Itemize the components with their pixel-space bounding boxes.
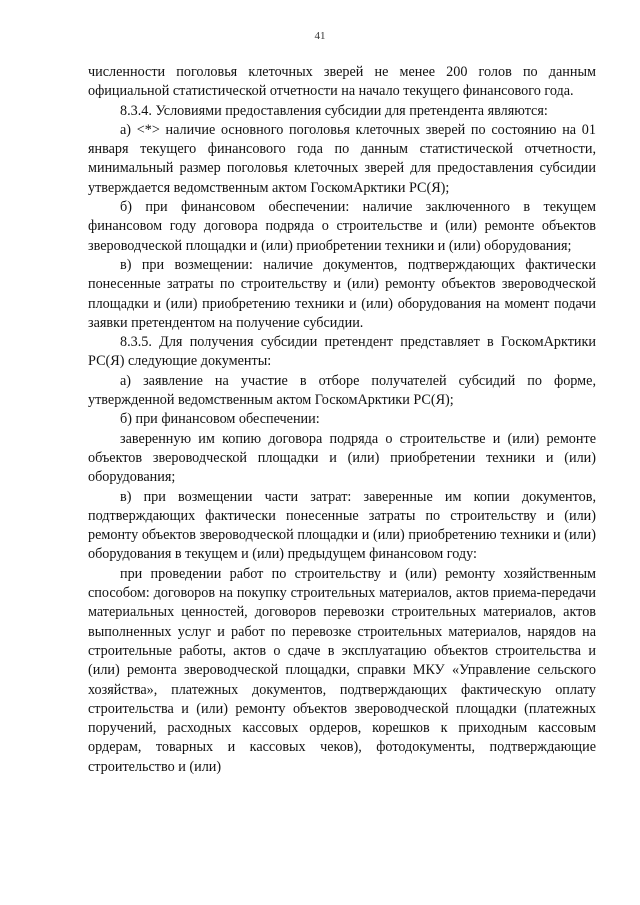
paragraph: 8.3.4. Условиями предоставления субсидии для претендента являются: [120,102,548,119]
paragraph: заверенную им копию договора подряда о строительстве и (или) ремонте объектов звероводческой площадки и (или) приобретении техники и (или) оборудования; [88,430,596,486]
paragraph: б) при финансовом обеспечении: наличие заключенного в текущем финансовом году договора подряда о строительстве и (или) ремонте объектов звероводческой площадки и (или) приобретении техники и (или) оборудования; [88,199,596,254]
page-number: 41 [314,30,326,42]
paragraph: а) заявление на участие в отборе получателей субсидий по форме, утвержденной ведомственным актом ГоскомАрктики РС(Я); [88,372,596,409]
paragraph: в) при возмещении части затрат: заверенные им копии документов, подтверждающих фактически понесенные затраты по строительству и (или) ремонту объектов звероводческой площадки и (или) приобретению техники и (или) оборудования в текущем и (или) предыдущем финансовом году: [88,488,596,563]
paragraph: численности поголовья клеточных зверей не менее 200 голов по данным официальной статистической отчетности на начало текущего финансового года. [88,64,596,100]
paragraph: 8.3.5. Для получения субсидии претендент представляет в ГоскомАрктики РС(Я) следующие документы: [88,334,596,370]
paragraph: а) <*> наличие основного поголовья клеточных зверей по состоянию на 01 января текущего финансового года по данным статистической отчетности, минимальный размер поголовья клеточных зверей для предоставления субсидии утверждается ведомственным актом ГоскомАрктики РС(Я); [88,121,596,196]
paragraph: б) при финансовом обеспечении: [120,411,320,428]
paragraph: в) при возмещении: наличие документов, подтверждающих фактически понесенные затраты по строительству и (или) ремонту объектов звероводческой площадки и (или) приобретению техники и (или) оборудования на момент подачи заявки претендентом на получение субсидии. [88,256,596,331]
paragraph: при проведении работ по строительству и (или) ремонту хозяйственным способом: договоров на покупку строительных материалов, актов приема-передачи материальных ценностей, договоров перевозки строительных материалов, актов выполненных услуг и работ по перевозке строительных материалов, нарядов на строительные работы, актов о сдаче в эксплуатацию объектов строительства и (или) ремонта звероводческой площадки, справки МКУ «Управление сельского хозяйства», платежных документов, подтверждающих фактическую оплату строительства и (или) ремонту объектов звероводческой площадки (платежных поручений, расходных кассовых ордеров, корешков к приходным кассовым ордерам, товарных и кассовых чеков), фотодокументы, подтверждающие строительство и (или) [88,565,596,775]
document-body [88,63,596,777]
